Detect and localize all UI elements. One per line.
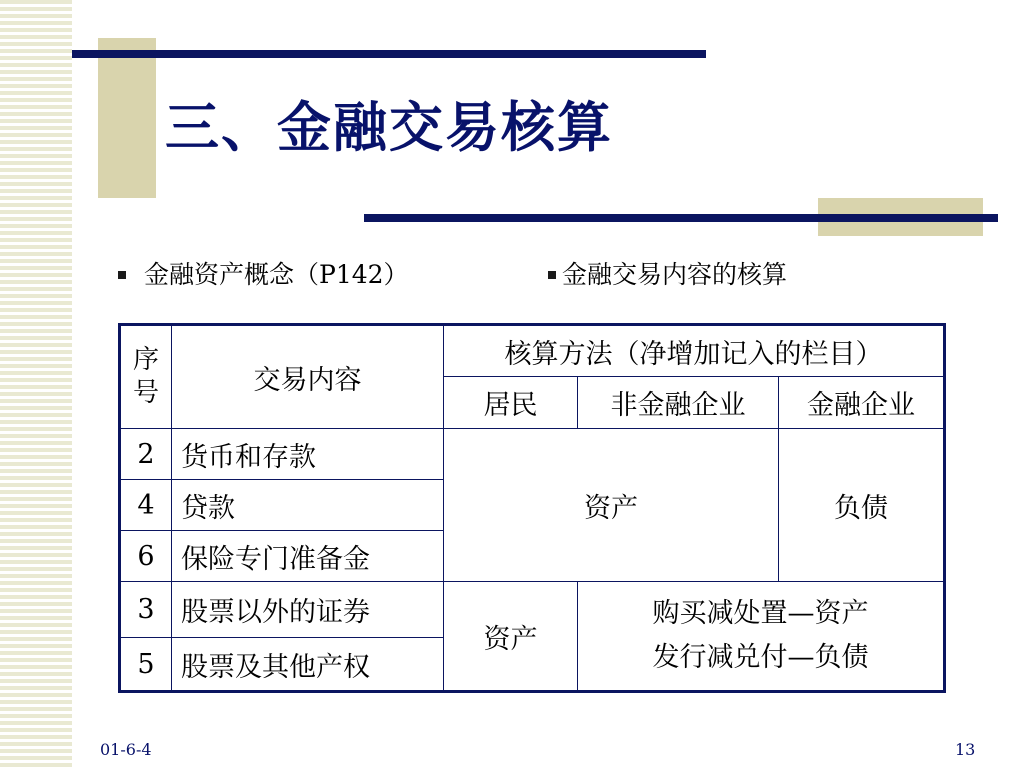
accounting-table xyxy=(118,323,946,693)
row-seq: 6 xyxy=(120,531,172,582)
top-rule xyxy=(72,50,706,58)
group2-line-2: 发行减兑付—负债 xyxy=(652,642,869,673)
row-item: 股票以外的证券 xyxy=(172,582,444,638)
row-seq: 4 xyxy=(120,480,172,531)
row-item: 货币和存款 xyxy=(172,429,444,480)
row-item: 贷款 xyxy=(172,480,444,531)
square-bullet-icon xyxy=(548,271,556,279)
bullet-transaction-accounting xyxy=(548,255,787,291)
header-item: 交易内容 xyxy=(172,325,444,429)
row-seq: 2 xyxy=(120,429,172,480)
header-nonfinancial-enterprise: 非金融企业 xyxy=(578,377,779,429)
header-method: 核算方法（净增加记入的栏目） xyxy=(444,325,945,377)
group2-enterprise-cell xyxy=(578,582,945,692)
footer-date: 01-6-4 xyxy=(100,740,152,759)
square-bullet-icon xyxy=(118,271,126,279)
row-item: 股票及其他产权 xyxy=(172,638,444,692)
group2-resident-cell: 资产 xyxy=(444,582,578,692)
row-item: 保险专门准备金 xyxy=(172,531,444,582)
title-accent-block xyxy=(98,38,156,198)
slide-title: 三、金融交易核算 xyxy=(165,95,613,159)
page-number: 13 xyxy=(955,740,976,759)
header-seq: 序 号 xyxy=(120,325,172,429)
left-stripe-decoration xyxy=(0,0,72,768)
row-seq: 5 xyxy=(120,638,172,692)
bottom-rule xyxy=(364,214,998,222)
header-financial-enterprise: 金融企业 xyxy=(779,377,945,429)
bullet-financial-asset-concept xyxy=(118,255,409,291)
group2-line-1: 购买减处置—资产 xyxy=(652,598,869,629)
header-resident: 居民 xyxy=(444,377,578,429)
bullet-text: 金融资产概念（P142） xyxy=(144,260,409,289)
bullet-text: 金融交易内容的核算 xyxy=(562,260,788,289)
row-seq: 3 xyxy=(120,582,172,638)
group1-financial-cell: 负债 xyxy=(779,429,945,582)
group1-resident-nonfin-cell: 资产 xyxy=(444,429,779,582)
